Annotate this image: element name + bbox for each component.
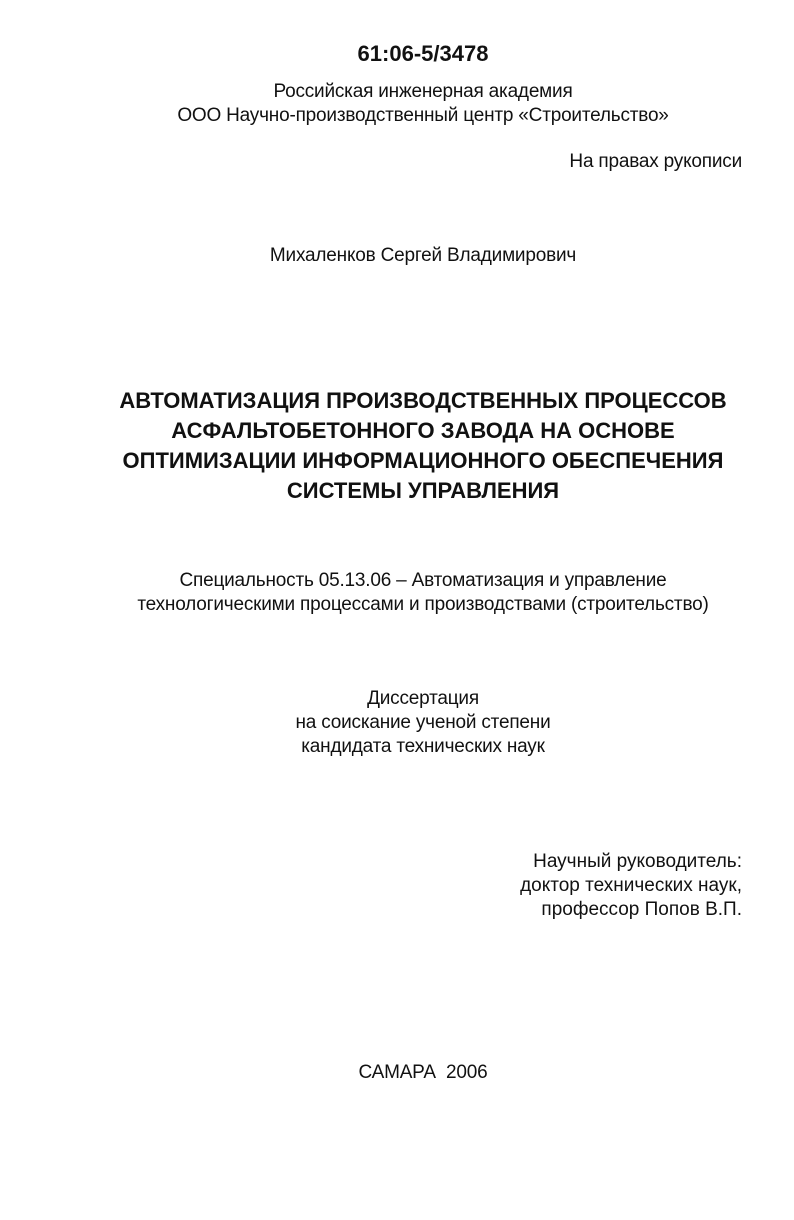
- organization-line-1: Российская инженерная академия: [273, 81, 573, 102]
- catalog-number: 61:06-5/3478: [357, 41, 489, 66]
- title-line: АВТОМАТИЗАЦИЯ ПРОИЗВОДСТВЕННЫХ ПРОЦЕССОВ: [119, 388, 727, 413]
- supervisor-line: профессор Попов В.П.: [541, 899, 742, 920]
- degree-line: Диссертация: [367, 688, 479, 709]
- specialty-line: технологическими процессами и производствами (строительство): [137, 594, 709, 615]
- title-line: ОПТИМИЗАЦИИ ИНФОРМАЦИОННОГО ОБЕСПЕЧЕНИЯ: [122, 448, 724, 473]
- dissertation-degree: [0, 687, 794, 759]
- author-name: Михаленков Сергей Владимирович: [269, 245, 577, 266]
- degree-line: кандидата технических наук: [301, 736, 545, 757]
- specialty-line: Специальность 05.13.06 – Автоматизация и управление: [179, 570, 667, 591]
- specialty: [0, 569, 794, 617]
- manuscript-note: На правах рукописи: [569, 151, 742, 172]
- organization-line-2: ООО Научно-производственный центр «Строительство»: [177, 105, 669, 126]
- title-line: СИСТЕМЫ УПРАВЛЕНИЯ: [286, 478, 560, 503]
- degree-line: на соискание ученой степени: [295, 712, 551, 733]
- supervisor-line: доктор технических наук,: [520, 875, 742, 896]
- supervisor-line: Научный руководитель:: [533, 851, 742, 872]
- title-line: АСФАЛЬТОБЕТОННОГО ЗАВОДА НА ОСНОВЕ: [171, 418, 675, 443]
- supervisor: [520, 850, 742, 922]
- dissertation-title: [0, 386, 794, 506]
- city-year: САМАРА 2006: [358, 1062, 488, 1083]
